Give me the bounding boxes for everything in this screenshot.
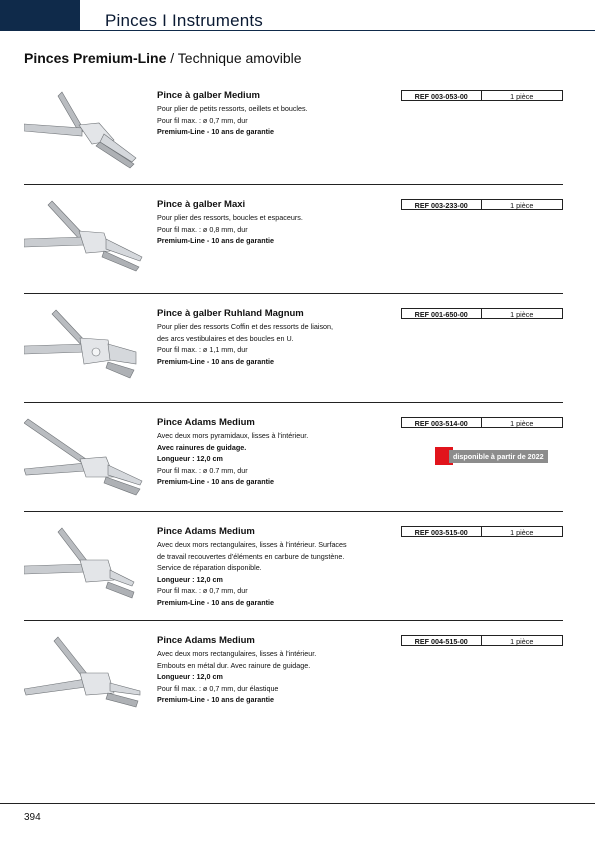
product-description: Avec deux mors rectangulaires, lisses à l’intérieur.: [157, 649, 317, 658]
product-wire-spec: Pour fil max. : ø 1,1 mm, dur: [157, 345, 248, 354]
product-name: Pince à galber Medium: [157, 90, 260, 101]
product-warranty: Premium-Line - 10 ans de garantie: [157, 695, 275, 704]
plier-image: [24, 308, 149, 393]
product-ref-box: [401, 199, 563, 210]
product-warranty: Premium-Line - 10 ans de garantie: [157, 236, 275, 245]
product-description: Avec deux mors rectangulaires, lisses à l’intérieur. Surfaces: [157, 540, 347, 549]
product-name: Pince à galber Ruhland Magnum: [157, 308, 304, 319]
product-wire-spec: Pour fil max. : ø 0,8 mm, dur: [157, 224, 248, 234]
plier-image: [24, 635, 149, 720]
header-rule: [0, 30, 595, 31]
product-name: Pince à galber Maxi: [157, 199, 246, 210]
product-ref-box: [401, 417, 563, 428]
product-quantity: 1 pièce: [481, 526, 564, 537]
separator: [24, 293, 563, 294]
product-ref-code: REF 003-233-00: [401, 199, 481, 210]
product-description: des arcs vestibulaires et des boucles en U.: [157, 333, 294, 343]
product-ref-box: [401, 90, 563, 101]
product-quantity: 1 pièce: [481, 199, 564, 210]
product-length: Longueur : 12,0 cm: [157, 574, 223, 584]
product-wire-spec: Pour fil max. : ø 0,7 mm, dur: [157, 586, 248, 595]
product-description: Pour plier des ressorts Coffin et des ressorts de liaison,: [157, 322, 334, 331]
product-quantity: 1 pièce: [481, 635, 564, 646]
product-description: Embouts en métal dur. Avec rainure de guidage.: [157, 660, 311, 670]
product-name: Pince Adams Medium: [157, 526, 255, 537]
product-ref-box: [401, 308, 563, 319]
product-ref-box: [401, 635, 563, 646]
product-wire-spec: Pour fil max. : ø 0,7 mm, dur: [157, 115, 248, 125]
availability-badge: [435, 447, 548, 465]
product-wire-spec: Pour fil max. : ø 0,7 mm, dur élastique: [157, 683, 279, 693]
separator: [24, 402, 563, 403]
product-quantity: 1 pièce: [481, 308, 564, 319]
product-description: de travail recouvertes d’éléments en carbure de tungstène.: [157, 551, 345, 561]
product-length: Longueur : 12,0 cm: [157, 672, 223, 681]
section-title-bold: Pinces Premium-Line: [24, 50, 167, 66]
section-title-rest: / Technique amovible: [166, 50, 302, 66]
product-warranty: Premium-Line - 10 ans de garantie: [157, 356, 275, 366]
product-description: Avec deux mors pyramidaux, lisses à l’intérieur.: [157, 431, 309, 440]
product-wire-spec: Pour fil max. : ø 0.7 mm, dur: [157, 465, 248, 475]
plier-image: [24, 417, 149, 502]
header-color-block: [0, 0, 80, 30]
availability-text: disponible à partir de 2022: [449, 450, 548, 463]
product-description: Pour plier des ressorts, boucles et espaceurs.: [157, 213, 303, 222]
product-ref-code: REF 003-514-00: [401, 417, 481, 428]
product-warranty: Premium-Line - 10 ans de garantie: [157, 127, 275, 136]
product-length: Longueur : 12,0 cm: [157, 454, 223, 463]
product-name: Pince Adams Medium: [157, 635, 255, 646]
page-number: 394: [24, 812, 41, 823]
product-feature: Avec rainures de guidage.: [157, 442, 247, 452]
product-description: Service de réparation disponible.: [157, 563, 262, 572]
separator: [24, 184, 563, 185]
product-warranty: Premium-Line - 10 ans de garantie: [157, 477, 275, 486]
section-title: [24, 50, 302, 66]
product-description: Pour plier de petits ressorts, oeillets et boucles.: [157, 104, 308, 113]
product-warranty: Premium-Line - 10 ans de garantie: [157, 597, 275, 607]
plier-image: [24, 90, 149, 175]
separator: [24, 511, 563, 512]
product-ref-box: [401, 526, 563, 537]
plier-image: [24, 199, 149, 284]
footer-rule: [0, 803, 595, 804]
product-ref-code: REF 003-515-00: [401, 526, 481, 537]
product-quantity: 1 pièce: [481, 417, 564, 428]
product-ref-code: REF 004-515-00: [401, 635, 481, 646]
product-name: Pince Adams Medium: [157, 417, 255, 428]
product-ref-code: REF 001-650-00: [401, 308, 481, 319]
separator: [24, 620, 563, 621]
page-header-title: Pinces I Instruments: [105, 11, 264, 30]
product-quantity: 1 pièce: [481, 90, 564, 101]
plier-image: [24, 526, 149, 611]
product-ref-code: REF 003-053-00: [401, 90, 481, 101]
